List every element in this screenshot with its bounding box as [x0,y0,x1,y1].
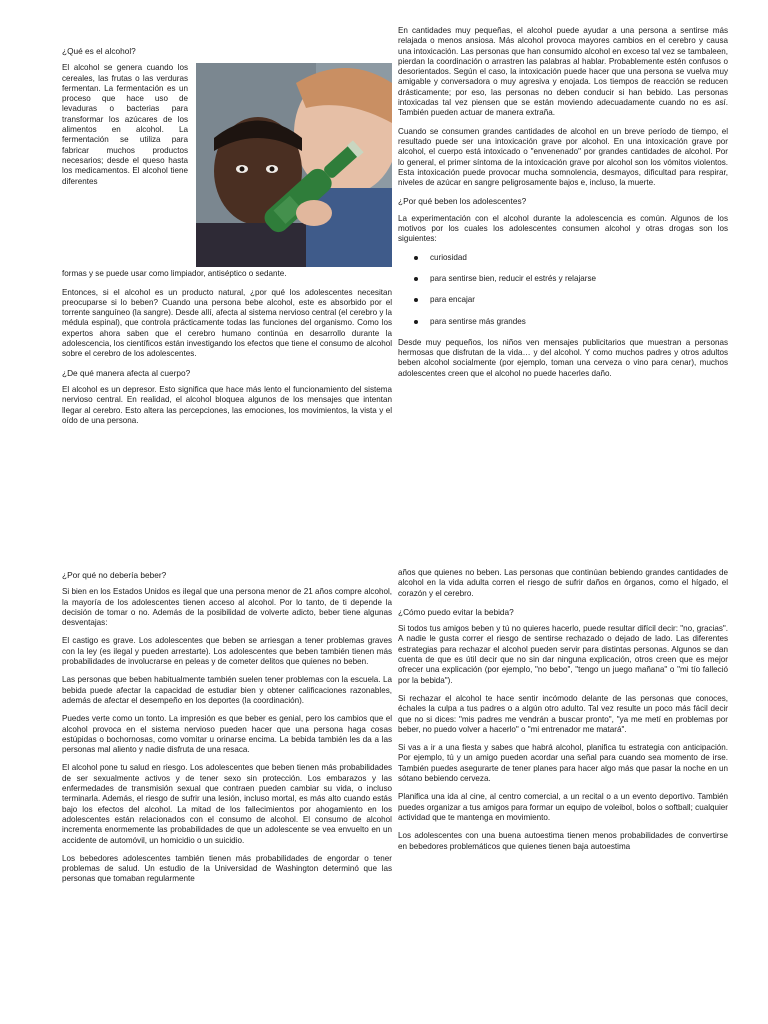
heading-what-is-alcohol: ¿Qué es el alcohol? [62,46,136,56]
teens-drinking-illustration [196,63,392,267]
teens-drinking-photo [196,63,392,267]
intro-paragraph-tail: formas y se puede usar como limpiador, antiséptico o sedante. [62,269,287,279]
paragraph: Entonces, si el alcohol es un producto natural, ¿por qué los adolescentes necesitan preocuparse si lo beben? Cuando una persona bebe alcohol, este es absorbido por el torrente sanguíneo (la sangre). Desde allí, afecta al sistema nervioso central (el cerebro y la médula espinal), que controla prácticamente todas las funciones del organismo. Como los expertos ahora saben que el cerebro humano continúa en desarrollo durante la adolescencia, los científicos están investigando los efectos que tiene el consumo de alcohol sobre el cerebro de los adolescentes. [62,287,392,359]
paragraph: Si vas a ir a una fiesta y sabes que habrá alcohol, planifica tu estrategia con anticipación. Por ejemplo, tú y un amigo pueden acordar una señal para cuando sea momento de irse. También puedes asegurarte de tener planes para hacer algo más que pasar la noche en un sótano bebiendo cerveza. [398,743,728,784]
list-item: para sentirse bien, reducir el estrés y relajarse [414,274,728,284]
paragraph: La experimentación con el alcohol durante la adolescencia es común. Algunos de los motivos por los cuales los adolescentes consumen alcohol y otras drogas son los siguientes: [398,213,728,244]
page2-right-column [398,568,728,860]
intro-paragraph: El alcohol se genera cuando los cereales, las frutas o las verduras fermentan. La fermentación es un proceso que hace uso de levaduras o bacterias para transformar los azúcares de los alimentos en alcohol. La fermentación se utiliza para fabricar muchos productos necesarios; desde el queso hasta los medicamentos. El alcohol tiene diferentes [62,63,188,186]
paragraph: Desde muy pequeños, los niños ven mensajes publicitarios que muestran a personas hermosas que disfrutan de la vida… y del alcohol. Y como muchos padres y otros adultos beben alcohol socialmente (por ejemplo, toman una cerveza o vino para cenar), muchos adolescentes creen que el alcohol no puede hacerles daño. [398,337,728,378]
paragraph: En cantidades muy pequeñas, el alcohol puede ayudar a una persona a sentirse más relajada o menos ansiosa. Más alcohol provoca mayores cambios en el cerebro y causa una intoxicación. Las personas que han consumido alcohol en exceso tal vez se tambaleen, pierdan la coordinación o arrastren las palabras al hablar. Probablemente estén confusos o desorientados. Según el caso, la intoxicación puede hacer que una persona se vuelva muy amigable y conversadora o muy agresiva y enojada. Los tiempos de reacción se reducen drásticamente; por eso, las personas no deben conducir si han bebido. Las personas intoxicadas tal vez piensen que se están moviendo adecuadamente cuando no es así. También pueden actuar de manera extraña. [398,26,728,118]
paragraph: Si todos tus amigos beben y tú no quieres hacerlo, puede resultar difícil decir: "no, gracias". A nadie le gusta correr el riesgo de sentirse rechazado o dejado de lado. Las diferentes estrategias para rechazar el alcohol pueden servir para distintas personas. Algunos se dan cuenta de que es útil decir que no sin dar ninguna explicación, otros creen que es mejor ofrecer una explicación (por ejemplo, "no bebo", "tengo un juego mañana" o "mi tío falleció por la bebida"). [398,624,728,685]
paragraph: Las personas que beben habitualmente también suelen tener problemas con la escuela. La bebida puede afectar la capacidad de estudiar bien y obtener calificaciones razonables, además de afectar el desempeño en los deportes (la coordinación). [62,675,392,705]
paragraph: Si rechazar el alcohol te hace sentir incómodo delante de las personas que conoces, échales la culpa a tus padres o a algún otro adulto. Tal vez resulte un poco más fácil decir que no si dices: "mis padres me vendrán a buscar pronto", "ya me metí en problemas por beber, no puedo volver a hacerlo" o "mi entrenador me matará". [398,693,728,734]
reasons-list [414,253,728,327]
paragraph: El alcohol es un depresor. Esto significa que hace más lento el funcionamiento del sistema nervioso central. En realidad, el alcohol bloquea algunos de los mensajes que intentan llegar al cerebro. Esto altera las percepciones, las emociones, los movimientos, la vista y el oído de una persona. [62,384,392,425]
paragraph: El alcohol pone tu salud en riesgo. Los adolescentes que beben tienen más probabilidades de ser sexualmente activos y de tener sexo sin protección. Los embarazos y las enfermedades de transmisión sexual que contraen pueden cambiar su vida, o incluso terminarla. Además, el riesgo de sufrir una lesión, incluso mortal, es más alto cuando estás bajo los efectos del alcohol. La mitad de los fallecimientos por ahogamiento en los adolescentes están relacionados con el consumo de alcohol. El consumo de alcohol incrementa enormemente las probabilidades de que un adolescente se vea envuelto en un accidente de automóvil, un homicidio o un suicidio. [62,763,392,845]
heading-why-not-drink: ¿Por qué no debería beber? [62,570,167,580]
intro-block [62,63,392,279]
page1-left-column [62,46,392,434]
document-page-2 [0,512,768,1024]
list-item: para encajar [414,295,728,305]
paragraph: Los bebedores adolescentes también tienen más probabilidades de engordar o tener problemas de salud. Un estudio de la Universidad de Washington determinó que las personas que tomaban regularmente [62,853,392,884]
page2-left-column [62,570,392,893]
heading-how-avoid-drinking: ¿Cómo puedo evitar la bebida? [398,606,514,617]
heading-why-teens-drink: ¿Por qué beben los adolescentes? [398,196,527,207]
list-item: curiosidad [414,253,728,263]
page1-right-column [398,26,728,387]
paragraph: Puedes verte como un tonto. La impresión es que beber es genial, pero los cambios que el alcohol provoca en el sistema nervioso pueden hacer que una persona haga cosas estúpidas o bochornosas, como vomitar u orinarse encima. La bebida también les da a las personas mal aliento y nadie disfruta de una resaca. [62,714,392,755]
paragraph: Planifica una ida al cine, al centro comercial, a un recital o a un evento deportivo. También puedes organizar a tus amigos para formar un equipo de voleibol, bolos o softball; cualquier actividad que te mantenga en movimiento. [398,792,728,822]
list-item: para sentirse más grandes [414,317,728,327]
paragraph: Si bien en los Estados Unidos es ilegal que una persona menor de 21 años compre alcohol, la mayoría de los adolescentes tienen acceso al alcohol. Por lo tanto, de ti depende la decisión de tomar o no. Además de la posibilidad de volverte adicto, beber tiene algunas desventajas: [62,587,392,628]
paragraph: Los adolescentes con una buena autoestima tienen menos probabilidades de convertirse en bebedores problemáticos que quienes tienen baja autoestima [398,831,728,851]
paragraph: El castigo es grave. Los adolescentes que beben se arriesgan a tener problemas graves con la ley (es ilegal y pueden arrestarte). Los adolescentes que beben también tienen más probabilidades de involucrarse en peleas y de cometer delitos que quienes no beben. [62,636,392,667]
paragraph: años que quienes no beben. Las personas que continúan bebiendo grandes cantidades de alcohol en la vida adulta corren el riesgo de sufrir daños en órganos, como el hígado, el corazón y el cerebro. [398,568,728,598]
paragraph: Cuando se consumen grandes cantidades de alcohol en un breve período de tiempo, el resultado puede ser una intoxicación grave por alcohol. En una intoxicación grave por alcohol, el cuerpo está intoxicado o "envenenado" por grandes cantidades de alcohol. Por lo general, el primer síntoma de la intoxicación grave por alcohol son los vómitos violentos. Esta intoxicación puede provocar mucha somnolencia, desmayos, dificultad para respirar, niveles de azúcar en sangre peligrosamente bajos e, incluso, la muerte. [398,126,728,188]
heading-how-it-affects-body: ¿De qué manera afecta al cuerpo? [62,367,191,378]
